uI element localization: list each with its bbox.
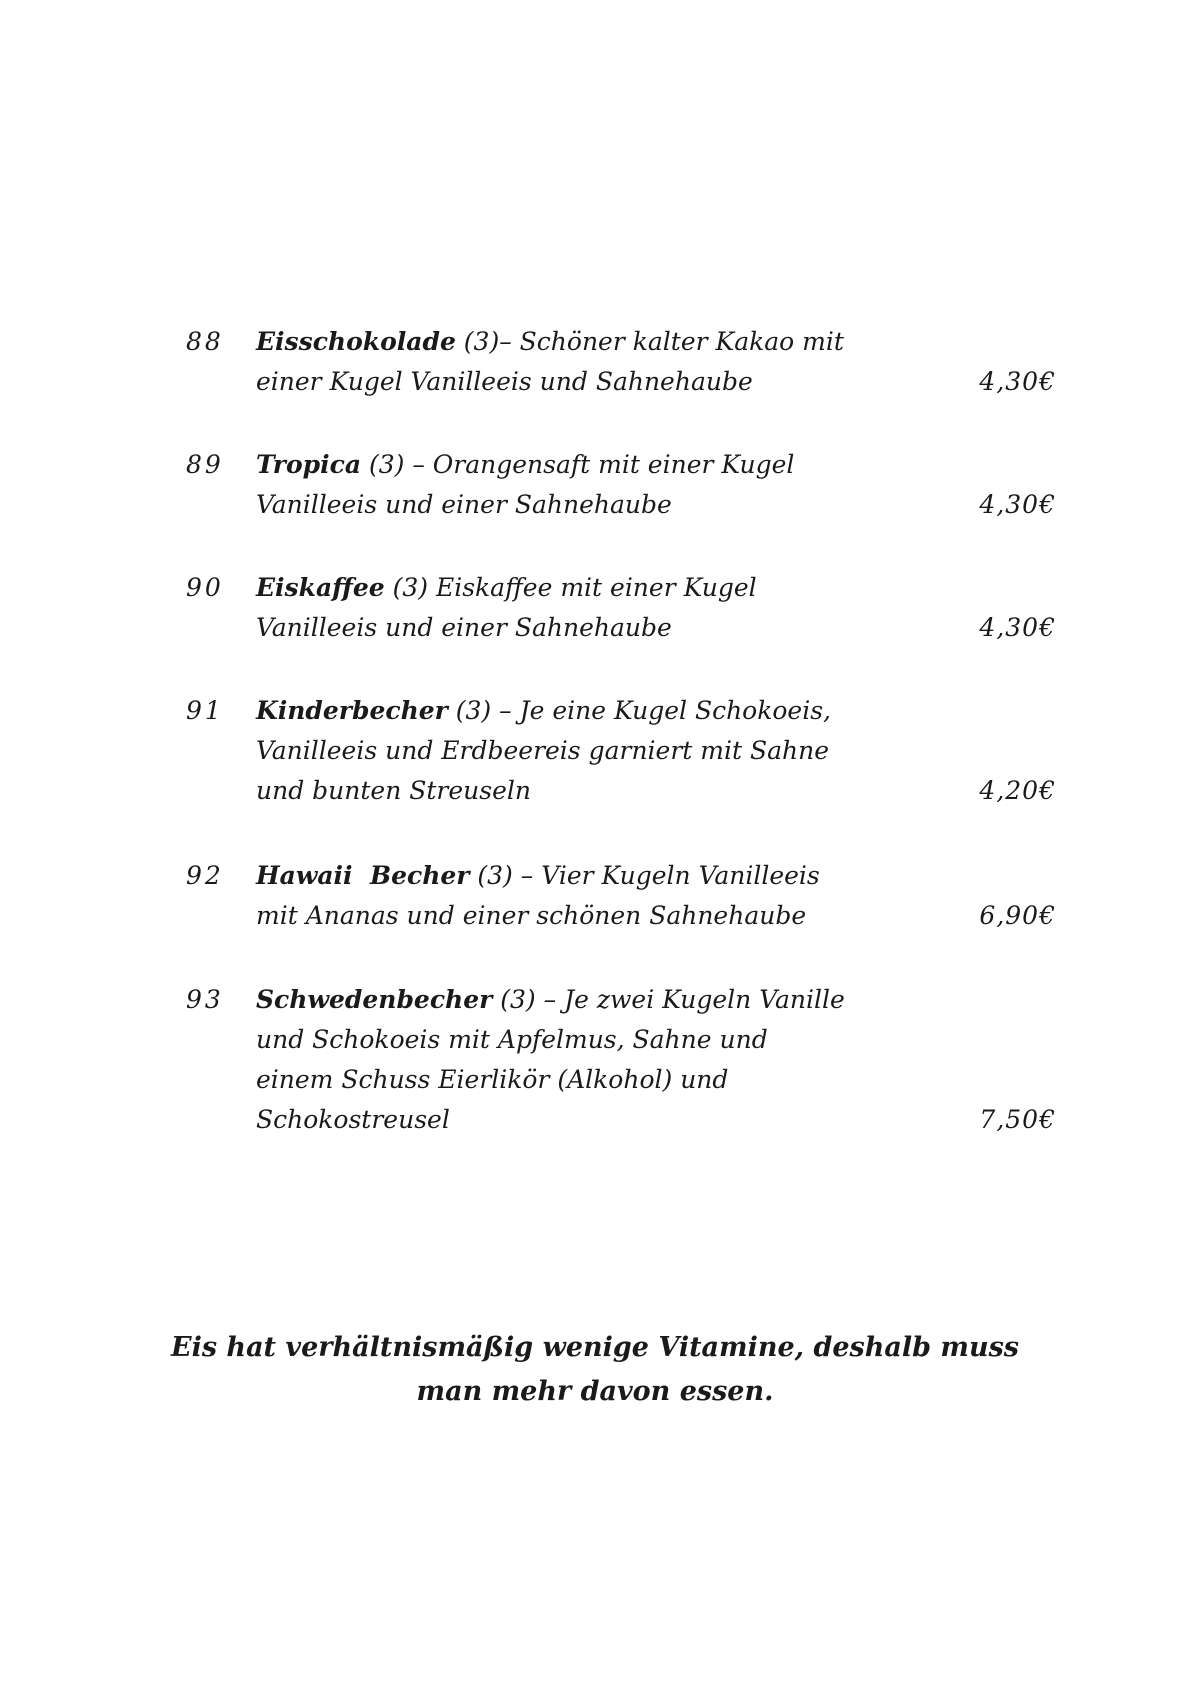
description-line: und Schokoeis mit Apfelmus, Sahne und xyxy=(256,1025,768,1054)
item-price: 4,30€ xyxy=(979,490,1056,519)
item-name: Hawaii Becher xyxy=(256,861,470,890)
quote-line: man mehr davon essen. xyxy=(416,1376,774,1407)
item-price: 7,50€ xyxy=(979,1105,1056,1134)
item-price: 4,30€ xyxy=(979,367,1056,396)
item-price: 4,20€ xyxy=(979,776,1056,805)
item-number: 91 xyxy=(186,696,224,725)
menu-item-92 xyxy=(186,856,1056,936)
menu-item-90 xyxy=(186,568,1056,648)
quote-line: Eis hat verhältnismäßig wenige Vitamine, deshalb muss xyxy=(171,1332,1019,1363)
item-price: 6,90€ xyxy=(979,901,1056,930)
description-line xyxy=(256,322,946,362)
item-description xyxy=(256,691,946,811)
item-description xyxy=(256,445,946,525)
item-number: 88 xyxy=(186,327,224,356)
item-first-line-text: (3) Eiskaffee mit einer Kugel xyxy=(384,573,757,602)
item-first-line-text: (3) – Je eine Kugel Schokoeis, xyxy=(447,696,831,725)
description-line: einer Kugel Vanilleeis und Sahnehaube xyxy=(256,367,753,396)
menu-item-89 xyxy=(186,445,1056,525)
description-line: Schokostreusel xyxy=(256,1105,450,1134)
item-first-line-text: (3) – Je zwei Kugeln Vanille xyxy=(492,985,845,1014)
item-name: Kinderbecher xyxy=(256,696,448,725)
item-description xyxy=(256,568,946,648)
item-first-line-text: (3) – Orangensaft mit einer Kugel xyxy=(361,450,795,479)
menu-item-91 xyxy=(186,691,1056,811)
description-line: mit Ananas und einer schönen Sahnehaube xyxy=(256,901,807,930)
item-description xyxy=(256,856,946,936)
item-number: 93 xyxy=(186,985,224,1014)
item-price: 4,30€ xyxy=(979,613,1056,642)
item-description xyxy=(256,322,946,402)
description-line: Vanilleeis und Erdbeereis garniert mit Sahne xyxy=(256,736,829,765)
description-line xyxy=(256,980,946,1020)
item-name: Eiskaffee xyxy=(256,573,385,602)
item-first-line-text: (3)– Schöner kalter Kakao mit xyxy=(455,327,844,356)
description-line xyxy=(256,445,946,485)
item-first-line-text: (3) – Vier Kugeln Vanilleeis xyxy=(469,861,820,890)
item-name: Schwedenbecher xyxy=(256,985,493,1014)
description-line xyxy=(256,568,946,608)
description-line: Vanilleeis und einer Sahnehaube xyxy=(256,490,672,519)
item-name: Eisschokolade xyxy=(256,327,456,356)
item-description xyxy=(256,980,946,1140)
description-line xyxy=(256,691,946,731)
closing-quote xyxy=(0,1326,1190,1414)
item-number: 90 xyxy=(186,573,224,602)
item-number: 89 xyxy=(186,450,224,479)
item-number: 92 xyxy=(186,861,224,890)
menu-item-88 xyxy=(186,322,1056,402)
menu-item-93 xyxy=(186,980,1056,1140)
description-line: einem Schuss Eierlikör (Alkohol) und xyxy=(256,1065,729,1094)
description-line xyxy=(256,856,946,896)
description-line: und bunten Streuseln xyxy=(256,776,531,805)
item-name: Tropica xyxy=(256,450,362,479)
description-line: Vanilleeis und einer Sahnehaube xyxy=(256,613,672,642)
